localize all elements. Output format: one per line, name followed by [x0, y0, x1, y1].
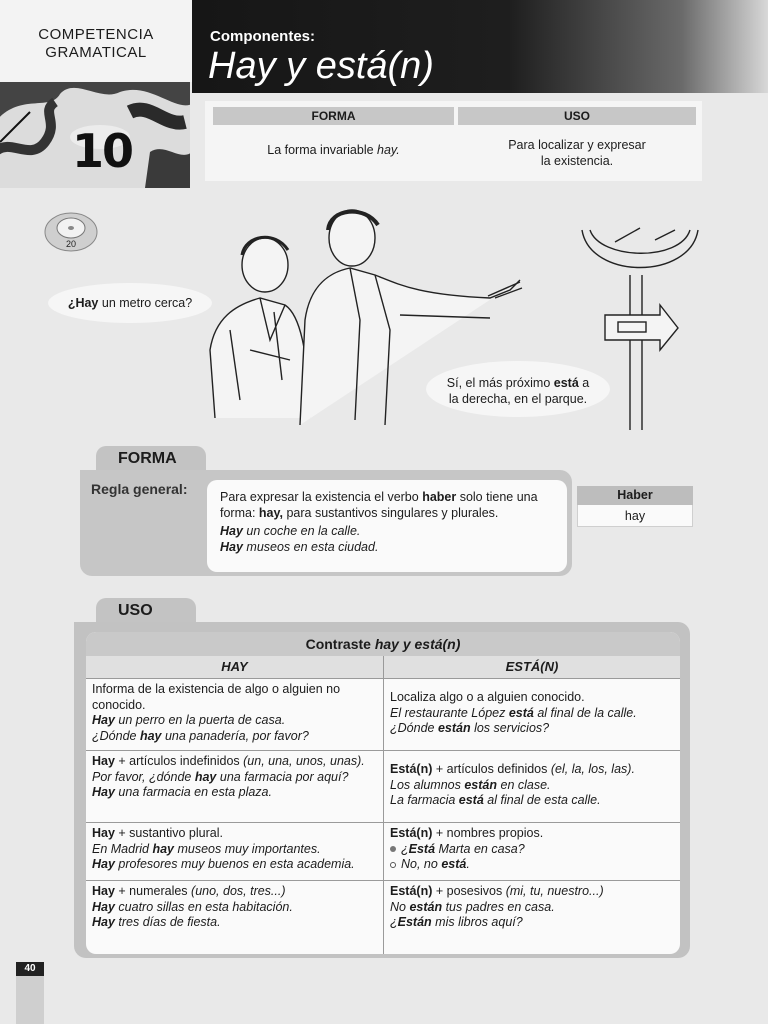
section-label	[0, 0, 192, 82]
contrast-table	[86, 632, 680, 954]
haber-table	[577, 486, 693, 527]
summary-uso-text: Para localizar y expresar la existencia.	[508, 138, 646, 168]
table-cell-esta: Está(n) + nombres propios. ¿Está Marta en casa? No, no está.	[383, 823, 680, 880]
table-row	[86, 750, 680, 822]
table-row	[86, 678, 680, 750]
table-row	[86, 880, 680, 954]
forma-rule-card	[207, 480, 567, 572]
summary-uso-header: USO	[458, 107, 696, 125]
forma-example-2: Hay museos en esta ciudad.	[220, 540, 379, 554]
header-subtitle: Componentes:	[210, 28, 315, 45]
haber-table-value: hay	[577, 505, 693, 527]
table-cell-hay: Hay + artículos indefinidos (un, una, unos, unas). Por favor, ¿dónde hay una farmacia por aquí? Hay una farmacia en esta plaza.	[92, 754, 365, 799]
audio-track-number: 20	[65, 239, 77, 249]
hollow-bullet-icon	[390, 862, 396, 868]
table-cell-hay: Hay + numerales (uno, dos, tres...) Hay cuatro sillas en esta habitación. Hay tres días de fiesta.	[92, 884, 293, 929]
table-cell-esta: Está(n) + posesivos (mi, tu, nuestro...) No están tus padres en casa. ¿Están mis libros aquí?	[383, 881, 680, 954]
audio-cd-icon[interactable]	[44, 212, 98, 257]
section-line-2: GRAMATICAL	[45, 44, 147, 61]
haber-table-header: Haber	[577, 486, 693, 505]
speech-bubble-answer: Sí, el más próximo está a la derecha, en el parque.	[426, 361, 610, 417]
page-edge-strip	[16, 976, 44, 1024]
summary-forma-text: La forma invariable hay.	[267, 143, 400, 157]
speech-bubble-question: ¿Hay un metro cerca?	[48, 283, 212, 323]
forma-tab: FORMA	[96, 446, 206, 474]
page-title: Hay y está(n)	[208, 45, 434, 87]
unit-number: 10	[72, 124, 133, 178]
scene-illustration	[190, 200, 710, 445]
table-cell-hay: Informa de la existencia de algo o alguien no conocido. Hay un perro en la puerta de casa. ¿Dónde hay una panadería, por favor?	[92, 682, 341, 743]
column-header-hay: HAY	[86, 656, 383, 678]
table-row	[86, 822, 680, 880]
contrast-table-title: Contraste hay y está(n)	[86, 632, 680, 656]
table-cell-esta: Localiza algo o a alguien conocido. El restaurante López está al final de la calle. ¿Dónde están los servicios?	[383, 679, 680, 750]
forma-example-1: Hay un coche en la calle.	[220, 524, 361, 538]
forma-rule-text: Para expresar la existencia el verbo haber solo tiene una forma: hay, para sustantivos singulares y plurales.	[220, 490, 538, 520]
summary-box	[205, 101, 702, 181]
forma-rule-label: Regla general:	[91, 481, 188, 497]
uso-tab: USO	[96, 598, 196, 626]
table-cell-esta: Está(n) + artículos definidos (el, la, los, las). Los alumnos están en clase. La farmacia está al final de esta calle.	[383, 751, 680, 822]
page-number: 40	[16, 962, 44, 976]
table-cell-hay: Hay + sustantivo plural. En Madrid hay museos muy importantes. Hay profesores muy buenos en esta academia.	[92, 826, 355, 871]
column-header-esta: ESTÁ(N)	[383, 656, 680, 678]
filled-bullet-icon	[390, 846, 396, 852]
summary-forma-header: FORMA	[213, 107, 454, 125]
section-line-1: COMPETENCIA	[38, 26, 154, 43]
